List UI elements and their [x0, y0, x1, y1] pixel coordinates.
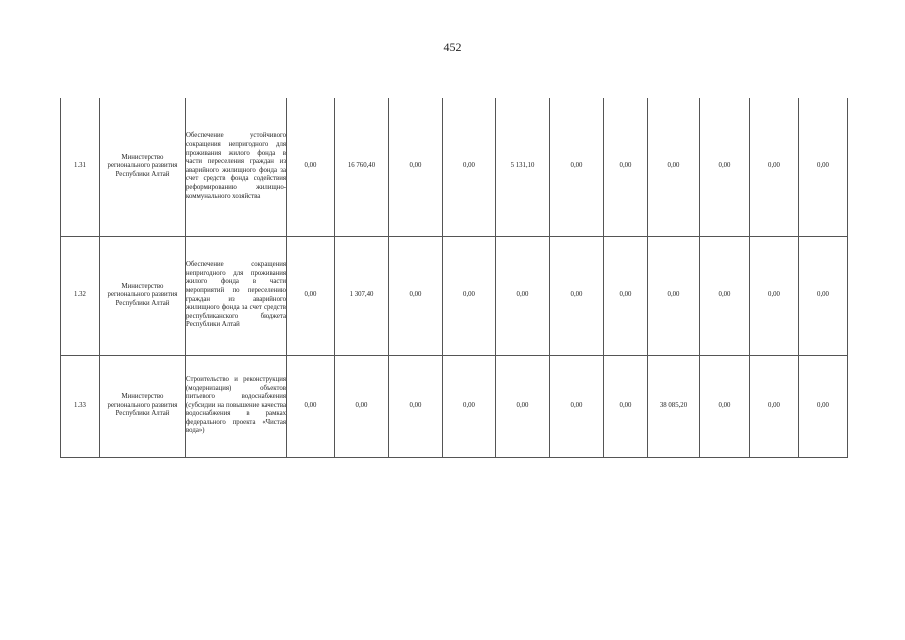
- value-cell: 16 760,40: [335, 98, 389, 236]
- value-cell: 0,00: [287, 236, 335, 355]
- value-cell: 0,00: [496, 236, 550, 355]
- value-cell: 0,00: [604, 236, 648, 355]
- table-row: [61, 98, 848, 236]
- value-cell: 0,00: [550, 355, 604, 457]
- value-cell: 0,00: [335, 355, 389, 457]
- value-cell: 5 131,10: [496, 98, 550, 236]
- value-cell: 0,00: [604, 98, 648, 236]
- table-row: [61, 236, 848, 355]
- description-cell: Обеспечение устойчивого сокращения непригодного для проживания жилого фонда в части переселения граждан из аварийного жилищного фонда за счет средств фонда содействия реформированию жилищно-коммунального хозяйства: [186, 98, 287, 236]
- value-cell: 38 085,20: [648, 355, 700, 457]
- value-cell: 0,00: [550, 98, 604, 236]
- row-number: 1.32: [61, 236, 100, 355]
- value-cell: 0,00: [389, 236, 443, 355]
- budget-table: [60, 98, 848, 458]
- row-number: 1.33: [61, 355, 100, 457]
- organization-cell: Министерство регионального развития Республики Алтай: [100, 236, 186, 355]
- value-cell: 0,00: [700, 236, 750, 355]
- value-cell: 0,00: [287, 98, 335, 236]
- value-cell: 0,00: [443, 355, 496, 457]
- value-cell: 0,00: [799, 236, 848, 355]
- value-cell: 0,00: [287, 355, 335, 457]
- value-cell: 0,00: [496, 355, 550, 457]
- organization-cell: Министерство регионального развития Республики Алтай: [100, 355, 186, 457]
- value-cell: 0,00: [443, 98, 496, 236]
- value-cell: 0,00: [648, 236, 700, 355]
- value-cell: 0,00: [443, 236, 496, 355]
- table-row: [61, 355, 848, 457]
- value-cell: 0,00: [799, 98, 848, 236]
- page-number: 452: [443, 40, 462, 54]
- value-cell: 0,00: [799, 355, 848, 457]
- organization-cell: Министерство регионального развития Республики Алтай: [100, 98, 186, 236]
- value-cell: 0,00: [750, 355, 799, 457]
- value-cell: 0,00: [750, 98, 799, 236]
- value-cell: 0,00: [604, 355, 648, 457]
- row-number: 1.31: [61, 98, 100, 236]
- description-cell: Обеспечение сокращения непригодного для проживания жилого фонда в части мероприятий по переселению граждан из аварийного жилищного фонда за счет средств республиканского бюджета Республики Алтай: [186, 236, 287, 355]
- value-cell: 0,00: [700, 98, 750, 236]
- value-cell: 0,00: [389, 98, 443, 236]
- value-cell: 0,00: [700, 355, 750, 457]
- description-cell: Строительство и реконструкция (модернизация) объектов питьевого водоснабжения (субсидии на повышение качества водоснабжения в рамках федерального проекта «Чистая вода»): [186, 355, 287, 457]
- value-cell: 0,00: [648, 98, 700, 236]
- value-cell: 0,00: [550, 236, 604, 355]
- value-cell: 0,00: [389, 355, 443, 457]
- value-cell: 1 307,40: [335, 236, 389, 355]
- value-cell: 0,00: [750, 236, 799, 355]
